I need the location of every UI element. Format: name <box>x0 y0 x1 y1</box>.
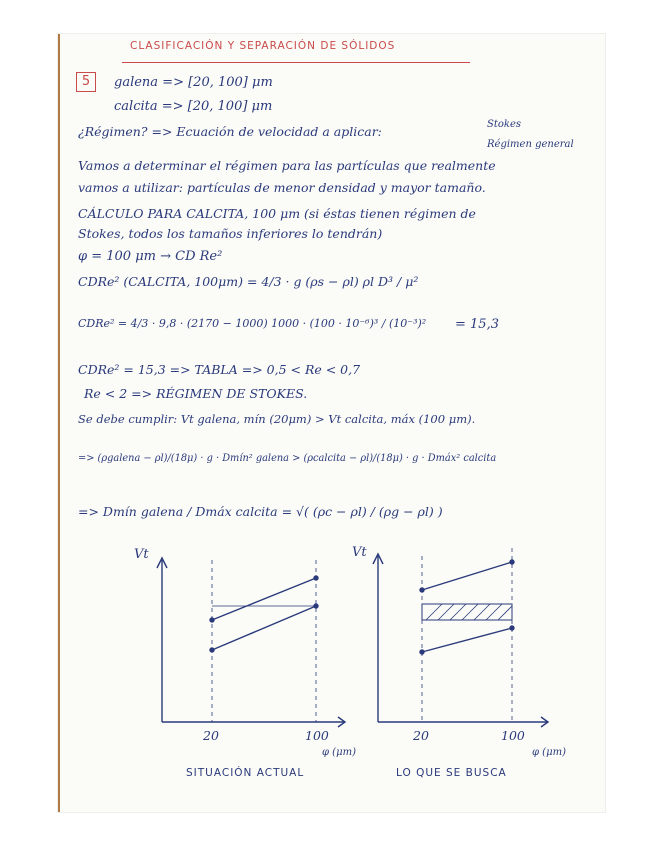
line-stokes-note: Stokes, todos los tamaños inferiores lo tendrán) <box>78 226 383 241</box>
line-regimen: ¿Régimen? => Ecuación de velocidad a aplicar: <box>78 124 382 139</box>
right-graph <box>373 548 548 727</box>
equation-cdre2-numeric: CDRe² = 4/3 · 9,8 · (2170 − 1000) 1000 · (100 · 10⁻⁶)³ / (10⁻³)² <box>78 317 427 330</box>
left-point-4 <box>314 604 318 608</box>
option-regimen-general: Régimen general <box>487 139 574 150</box>
line-cumplir: Se debe cumplir: Vt galena, mín (20μm) > Vt calcita, máx (100 μm). <box>78 412 476 426</box>
left-y-label: Vt <box>134 547 149 562</box>
line-utilizar: vamos a utilizar: partículas de menor densidad y mayor tamaño. <box>78 180 486 195</box>
right-y-label: Vt <box>352 545 367 560</box>
right-gap-band <box>422 604 512 620</box>
line-phi: φ = 100 μm → CD Re² <box>78 249 223 264</box>
right-caption: LO QUE SE BUSCA <box>396 767 507 779</box>
line-calculo: CÁLCULO PARA CALCITA, 100 μm (si éstas tienen régimen de <box>78 206 476 221</box>
left-caption: SITUACIÓN ACTUAL <box>186 767 305 779</box>
right-x-tick-20: 20 <box>413 728 429 743</box>
left-graph <box>157 558 345 727</box>
line-tabla: CDRe² = 15,3 => TABLA => 0,5 < Re < 0,7 <box>78 362 361 377</box>
option-stokes: Stokes <box>487 119 521 130</box>
equation-cdre2-result: = 15,3 <box>455 317 499 332</box>
right-point-4 <box>510 626 514 630</box>
left-x-tick-20: 20 <box>203 728 219 743</box>
right-point-1 <box>420 588 424 592</box>
equation-diameter-ratio: => Dmín galena / Dmáx calcita = √( (ρc − ρl) / (ρg − ρl) ) <box>78 504 443 519</box>
right-point-2 <box>510 560 514 564</box>
line-galena: galena => [20, 100] μm <box>114 75 273 90</box>
left-line-calcita <box>212 606 316 650</box>
problem-number: 5 <box>76 72 96 92</box>
left-x-unit: φ (μm) <box>322 747 356 758</box>
right-line-calcita <box>422 628 512 652</box>
left-point-1 <box>210 618 214 622</box>
line-calcita: calcita => [20, 100] μm <box>114 99 273 114</box>
right-gap-hatch <box>426 604 512 620</box>
equation-vt-inequality: => (ρgalena − ρl)/(18μ) · g · Dmín² galena > (ρcalcita − ρl)/(18μ) · g · Dmáx² calcita <box>78 453 497 464</box>
page-title: CLASIFICACIÓN Y SEPARACIÓN DE SÓLIDOS <box>130 40 396 52</box>
line-determinar: Vamos a determinar el régimen para las partículas que realmente <box>78 158 496 173</box>
line-regimen-stokes: Re < 2 => RÉGIMEN DE STOKES. <box>84 386 308 401</box>
left-point-2 <box>314 576 318 580</box>
equation-cdre2-formula: CDRe² (CALCITA, 100μm) = 4/3 · g (ρs − ρl) ρl D³ / μ² <box>78 274 419 289</box>
left-x-tick-100: 100 <box>305 728 329 743</box>
right-x-unit: φ (μm) <box>532 747 566 758</box>
left-point-3 <box>210 648 214 652</box>
right-line-galena <box>422 562 512 590</box>
right-x-tick-100: 100 <box>501 728 525 743</box>
left-line-galena <box>212 578 316 620</box>
right-point-3 <box>420 650 424 654</box>
